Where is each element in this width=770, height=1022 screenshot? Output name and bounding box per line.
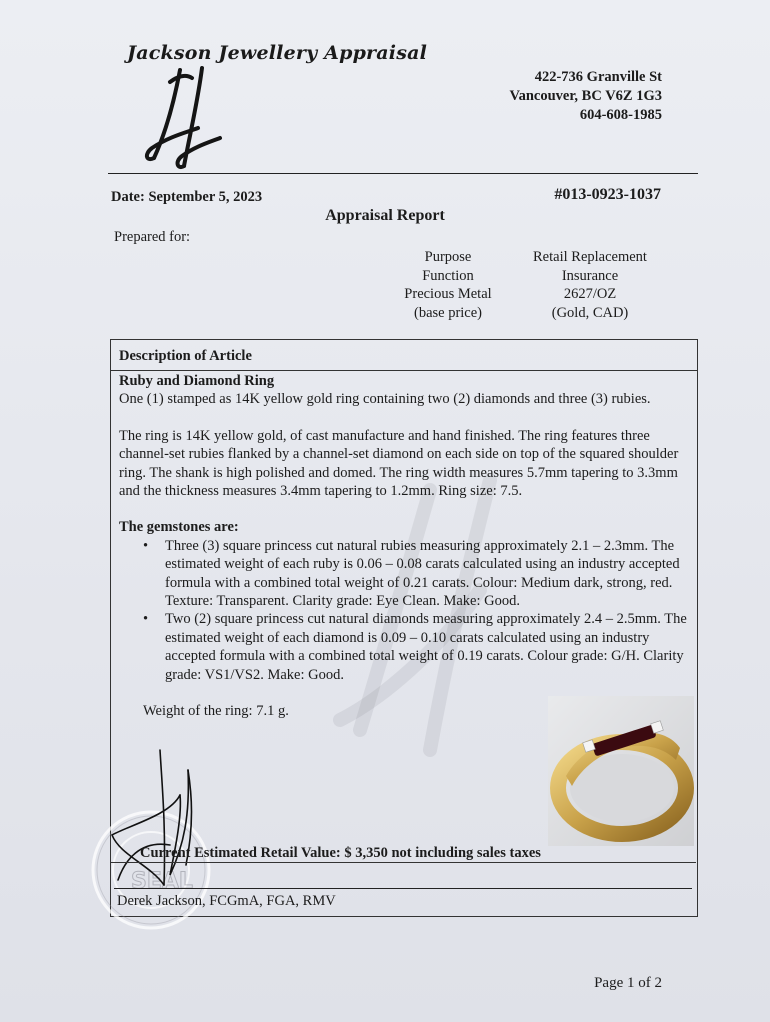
page-number: Page 1 of 2 (594, 975, 662, 991)
detail-label-purpose: Purpose (424, 249, 472, 265)
gemstone-list (119, 537, 689, 684)
ring-photo (548, 696, 694, 846)
article-box-header (111, 340, 697, 371)
company-phone: 604-608-1985 (579, 107, 662, 123)
valuation-divider (110, 862, 696, 863)
valuation-line (140, 845, 541, 862)
header-divider (108, 173, 698, 174)
detail-label-function: Function (422, 267, 474, 284)
gemstone-item-rubies: • Three (3) square princess cut natural rubies measuring approximately 2.1 – 2.3mm. The estimated weight of each ruby is 0.06 – 0.08 carats calculated using an industry accepted formula with a combined total weight of 0.21 carats. Colour: Medium dark, strong, red. Texture: Transparent. Clarity grade: Eye Clean. Make: Good. (165, 537, 689, 611)
detail-value-purpose: Retail Replacement (533, 249, 647, 265)
jj-monogram-logo (140, 62, 230, 172)
company-address (509, 68, 662, 125)
ring-weight: Weight of the ring: 7.1 g. (143, 703, 289, 720)
detail-label-metal: Precious Metal (404, 286, 492, 302)
company-name: Jackson Jewellery Appraisal (127, 42, 428, 64)
address-line-2: Vancouver, BC V6Z 1G3 (509, 88, 662, 104)
details-values (520, 248, 660, 322)
handwritten-signature (100, 745, 210, 895)
article-summary: One (1) stamped as 14K yellow gold ring containing two (2) diamonds and three (3) rubies. (119, 391, 651, 408)
detail-value-base-price: (Gold, CAD) (551, 304, 629, 321)
seal-text: SEAL (131, 869, 193, 894)
address-line-1: 422-736 Granville St (534, 69, 662, 85)
valuation-value: $ 3,350 not including sales taxes (344, 845, 541, 861)
signer-name: Derek Jackson, FCGmA, FGA, RMV (117, 893, 336, 909)
prepared-for-label: Prepared for: (114, 229, 191, 245)
signature-rule (114, 888, 692, 889)
article-title: Ruby and Diamond Ring (119, 373, 275, 389)
detail-value-function: Insurance (561, 267, 619, 284)
report-number: #013-0923-1037 (554, 186, 661, 203)
valuation-label: Current Estimated Retail Value: (140, 845, 341, 861)
article-description: The ring is 14K yellow gold, of cast manufacture and hand finished. The ring features three channel-set rubies flanked by a channel-set diamond on each side on top of the squared shoulder ring. The shank is high polished and domed. The ring width measures 5.7mm tapering to 3.3mm and the thickness measures 3.4mm tapering to 1.2mm. Ring size: 7.5. (119, 427, 679, 500)
gemstone-item-diamonds: • Two (2) square princess cut natural diamonds measuring approximately 2.4 – 2.5mm. The estimated weight of each diamond is 0.09 – 0.10 carats calculated using an industry accepted formula with a combined total weight of 0.19 carats. Colour grade: G/H. Clarity grade: VS1/VS2. Make: Good. (165, 610, 689, 684)
article-section-heading: Description of Article (119, 348, 252, 364)
article-box-body (119, 372, 689, 721)
report-title: Appraisal Report (325, 207, 445, 224)
detail-label-base-price: (base price) (413, 304, 483, 321)
gemstones-heading: The gemstones are: (119, 519, 239, 536)
detail-value-metal: 2627/OZ (563, 286, 617, 302)
details-labels (383, 248, 513, 322)
report-date: Date: September 5, 2023 (111, 189, 263, 205)
